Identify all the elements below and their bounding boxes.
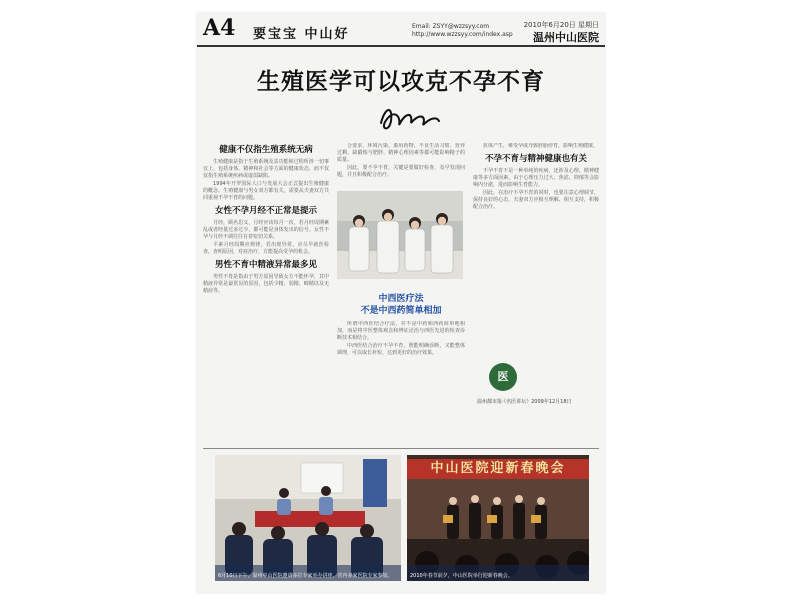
paragraph: 平素月经周期应规律，若出现异常，应尽早就医检查，查明原因，对症治疗，方能提高受孕的机会。 [203, 242, 329, 255]
gala-photo [407, 455, 589, 581]
hospital-seal-icon: 医 [489, 363, 517, 391]
paragraph: 月经，顾名思义，月经应该每月一次，若月经周期紊乱或者经量过多过少，都可能是身体发出的信号。女性不孕与月经不调往往有着密切关系。 [203, 220, 329, 240]
section-title: 不孕不育与精神健康也有关 [484, 154, 587, 164]
column-middle-bottom [337, 321, 465, 446]
meeting-photo [215, 455, 401, 581]
paragraph: 男性不育是指由于男方原因导致女方不能怀孕，其中精液异常是最常见的原因，包括少精、弱精、畸精以及无精症等。 [203, 274, 329, 294]
column-left [203, 141, 329, 443]
newspaper-page [197, 13, 605, 593]
paragraph: 生殖健康是指于生殖系统及其功能和过程所涉一切事宜上，包括身体、精神和社会等方面的健康状态，而不仅仅指生殖系统疾病或虚弱缺陷。 [203, 159, 329, 179]
signature-image [375, 99, 445, 137]
page-header [197, 13, 605, 47]
subtitle-block [337, 293, 465, 317]
paragraph: 因此，在治疗不孕不育的同时，也要注意心理调节，保持良好的心态，夫妻双方应相互理解、相互支持，积极配合治疗。 [473, 190, 599, 210]
section-title: 女性不孕月经不正常是提示 [214, 206, 317, 216]
paragraph: 因此，要不孕不育，关键是要做好检查，及早发现问题，并且积极配合治疗。 [337, 165, 465, 178]
meeting-scene-icon [215, 455, 401, 581]
contact-info [412, 23, 513, 39]
source-note: 温州都市报·《名医讲坛》2009年12月18日 [477, 399, 572, 405]
email-text: Email: ZSYY@wzzsyy.com [412, 23, 490, 30]
paragraph: 抗体产生，难受孕或导致胚胎停育，影响生殖健康。 [483, 143, 599, 149]
section-divider [203, 448, 599, 449]
column-name: 要宝宝 中山好 [253, 27, 350, 42]
column-middle-top [337, 143, 465, 189]
paragraph: 中西医结合治疗不孕不育，既能明确诊断，又能整体调理，可以取长补短，达到更好的治疗效果。 [337, 343, 465, 356]
paragraph: 所谓中西医结合疗法，并不是中药和西药简单地相加，而是将中医整体观念和辨证论治与西医先进的检查诊断技术相结合。 [337, 321, 465, 341]
paragraph: 1994年开罗国际人口与发展大会正式提出生殖健康的概念。生殖健康与男女双方都有关，需要从夫妻双方共同重视不孕不育的问题。 [203, 181, 329, 201]
subtitle-line-1: 中西医疗法 [378, 294, 424, 304]
subtitle-line-2: 不是中西药简单相加 [360, 306, 442, 316]
paper-name: 温州中山医院 [533, 31, 599, 44]
paragraph: 合要求，环境污染、滥用药物、不良生活习惯、营养过剩、缺锻炼与肥胖、精神心理因素等都可能影响精子的质量。 [337, 143, 465, 163]
section-title: 男性不育中精液异常最多见 [214, 260, 317, 270]
section-title: 健康不仅指生殖系统无病 [219, 145, 313, 155]
paragraph: 不孕不育不是一种单纯的疾病，还涉及心理、精神健康等多方面因素。由于心理压力过大、焦虑、抑郁等会影响内分泌，进而影响生育能力。 [473, 168, 599, 188]
doctors-photo [337, 191, 463, 279]
website-text: http://www.wzzsyy.com/index.asp [412, 31, 513, 38]
photo-caption: 6月10日下午，温州中山医院邀请多位专家举办讲座，省内多家医院专家参加。 [218, 573, 393, 579]
issue-date: 2010年6月20日 星期日 [523, 21, 599, 29]
page-number: A4 [203, 15, 236, 41]
photo-caption: 2010年春节前夕，中山医院举行迎新春晚会。 [410, 573, 513, 579]
column-right [473, 143, 599, 359]
article-headline: 生殖医学可以攻克不孕不育 [257, 69, 545, 95]
gala-banner: 中山医院迎新春晚会 [407, 459, 589, 479]
